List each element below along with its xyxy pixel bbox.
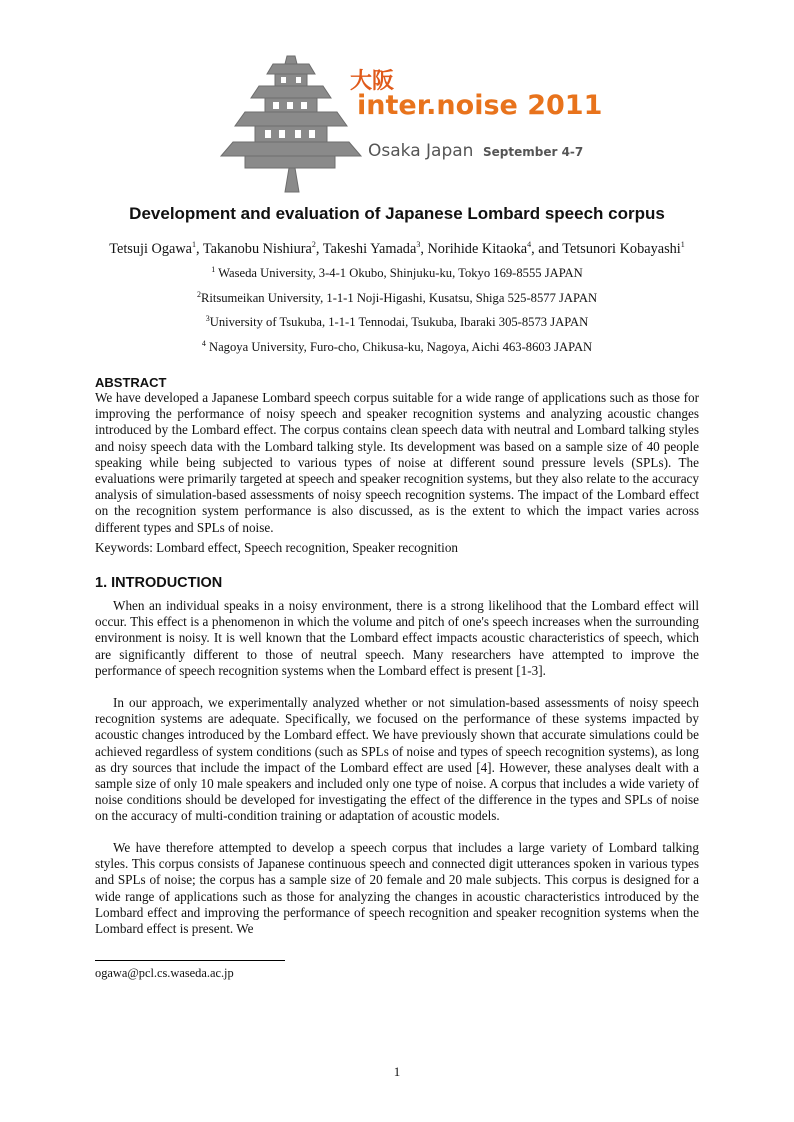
- affiliation-text: University of Tsukuba, 1-1-1 Tennodai, Tsukuba, Ibaraki 305-8573 JAPAN: [209, 315, 589, 329]
- author-separator: ,: [196, 241, 203, 257]
- conference-dates: September 4-7: [483, 145, 584, 159]
- author-name: Takeshi Yamada: [322, 241, 417, 257]
- affiliation: [0, 315, 794, 330]
- conference-logo: [215, 50, 603, 195]
- affiliation-text: Ritsumeikan University, 1-1-1 Noji-Higashi, Kusatsu, Shiga 525-8577 JAPAN: [200, 291, 598, 305]
- author-name: Norihide Kitaoka: [427, 241, 528, 257]
- affiliation-mark: 3: [205, 313, 210, 323]
- affiliation-mark: 4: [201, 338, 206, 348]
- author-separator: , and: [531, 241, 563, 257]
- abstract-text: We have developed a Japanese Lombard speech corpus suitable for a wide range of applications such as those for improving the performance of noisy speech and speaker recognition systems and analyzing acoustic changes introduced by the Lombard effect. The corpus contains clean speech data with neutral and Lombard talking styles and noisy speech data with the Lombard talking style. Its development was based on a sample size of 40 people speaking while being subjected to various types of noise at different sound pressure levels (SPLs). The evaluations were primarily targeted at speech and speaker recognition systems, but they also relate to the accuracy analysis of simulation-based assessments of noisy speech recognition systems. The impact of the Lombard effect on the recognition system performance is also discussed, as is the extent to which the impact varies across different types and SPLs of noise.: [95, 390, 699, 535]
- author-affiliation-mark: 1: [192, 240, 197, 250]
- author-affiliation-mark: 3: [416, 240, 421, 250]
- paper-title: Development and evaluation of Japanese Lombard speech corpus: [129, 204, 665, 223]
- author-name: Tetsuji Ogawa: [109, 241, 193, 257]
- author-affiliation-mark: 1: [680, 240, 685, 250]
- affiliation: [0, 266, 794, 281]
- conference-city: Osaka Japan: [368, 141, 474, 161]
- abstract-heading: ABSTRACT: [95, 375, 167, 390]
- conference-name: inter.noise 2011: [357, 90, 603, 121]
- author-name: Takanobu Nishiura: [202, 241, 312, 257]
- keywords: Keywords: Lombard effect, Speech recognition, Speaker recognition: [95, 540, 459, 555]
- castle-icon: [215, 50, 365, 195]
- section-heading: 1. INTRODUCTION: [95, 575, 223, 591]
- author-separator: ,: [315, 241, 323, 257]
- author-name: Tetsunori Kobayashi: [562, 241, 681, 257]
- affiliation-mark: 2: [196, 289, 201, 299]
- author-affiliation-mark: 4: [527, 240, 532, 250]
- affiliation: [0, 340, 794, 355]
- affiliation-text: Nagoya University, Furo-cho, Chikusa-ku, Nagoya, Aichi 463-8603 JAPAN: [209, 340, 593, 354]
- footnote-divider: [95, 960, 285, 961]
- intro-paragraph: We have therefore attempted to develop a speech corpus that includes a large variety of Lombard talking styles. This corpus consists of Japanese continuous speech and connected digit utterances spoken in various types and SPLs of noise; the corpus has a sample size of 20 female and 20 male subjects. This corpus is designed for a wide range of applications such as those for analyzing the changes in acoustic characteristics introduced by the Lombard effect and improving the performance of speech recognition and speaker recognition systems when the Lombard effect is present. We: [95, 840, 699, 937]
- author-separator: ,: [420, 241, 428, 257]
- author-list: [0, 241, 794, 258]
- intro-paragraph: When an individual speaks in a noisy environment, there is a strong likelihood that the Lombard effect will occur. This effect is a phenomenon in which the volume and pitch of one's speech increases when the surrounding environment is noisy. It is well known that the Lombard effect impacts acoustic characteristics of speech, which are significantly different to those of neutral speech. Many researchers have attempted to improve the performance of speech recognition systems when the Lombard effect is present [1-3].: [95, 598, 699, 678]
- intro-paragraph: In our approach, we experimentally analyzed whether or not simulation-based assessments of noisy speech recognition systems are adequate. Specifically, we focused on the performance of these systems impacted by acoustic changes introduced by the Lombard effect. We have previously shown that accurate simulations could be achieved regardless of system conditions (such as SPLs of noise and types of speech recognition systems), as long as dry sources that include the impact of the Lombard effect are used [4]. However, these analyses dealt with a sample size of only 10 male speakers and included only one type of noise. A corpus that includes a wide variety of noise conditions should be developed for investigating the effect of the difference in the types and SPLs of noise on the accuracy of multi-condition training or adaptation of acoustic models.: [95, 695, 699, 824]
- footnote-email: ogawa@pcl.cs.waseda.ac.jp: [95, 966, 234, 980]
- author-affiliation-mark: 2: [311, 240, 316, 250]
- logo-kanji: 大阪: [350, 69, 395, 94]
- affiliation-mark: 1: [211, 264, 216, 274]
- affiliation-text: Waseda University, 3-4-1 Okubo, Shinjuku-ku, Tokyo 169-8555 JAPAN: [218, 266, 583, 280]
- affiliation: [0, 291, 794, 306]
- page-number: 1: [393, 1064, 401, 1079]
